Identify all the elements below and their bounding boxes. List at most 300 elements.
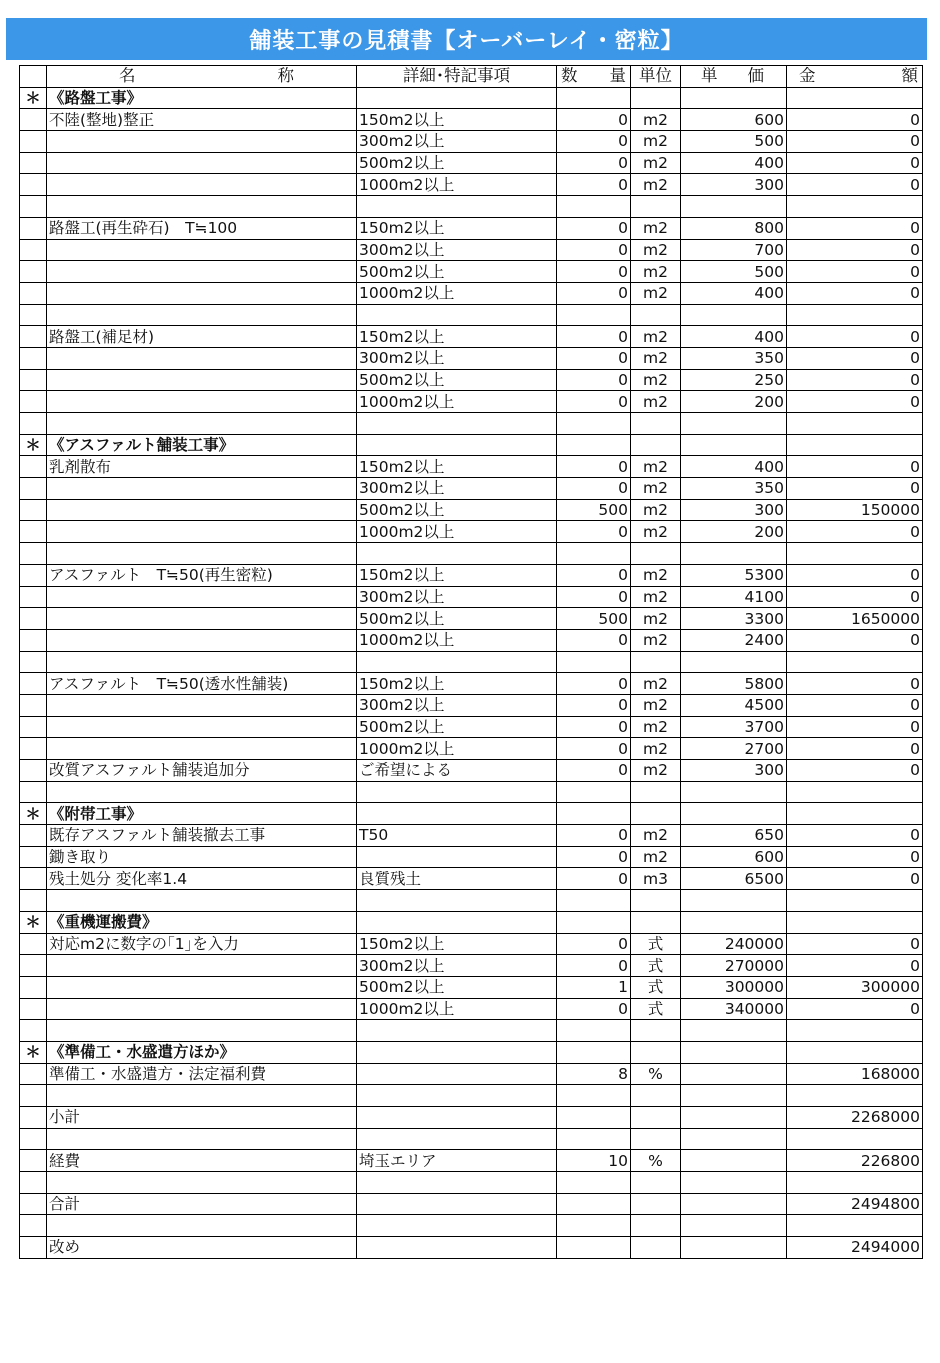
row-mark	[20, 1107, 47, 1129]
item-detail: 500m2以上	[357, 608, 557, 630]
row-mark: ＊	[20, 87, 47, 109]
item-quantity	[557, 196, 631, 218]
item-unit: m2	[631, 738, 681, 760]
item-quantity	[557, 781, 631, 803]
item-quantity: 0	[557, 347, 631, 369]
item-quantity: 1	[557, 976, 631, 998]
row-mark	[20, 846, 47, 868]
item-unit: m2	[631, 282, 681, 304]
table-row	[20, 716, 923, 738]
table-row	[20, 521, 923, 543]
item-unit-price: 400	[681, 282, 787, 304]
item-name: 合計	[47, 1193, 357, 1215]
item-unit-price	[681, 781, 787, 803]
table-row	[20, 131, 923, 153]
item-unit: m2	[631, 217, 681, 239]
item-amount	[787, 781, 923, 803]
item-quantity	[557, 87, 631, 109]
item-amount: 0	[787, 716, 923, 738]
table-row	[20, 543, 923, 565]
item-unit-price: 400	[681, 456, 787, 478]
item-amount	[787, 1128, 923, 1150]
table-row	[20, 586, 923, 608]
item-unit	[631, 1215, 681, 1237]
item-amount: 300000	[787, 976, 923, 998]
item-name: 改質アスファルト舗装追加分	[47, 760, 357, 782]
item-detail: 1000m2以上	[357, 521, 557, 543]
item-name	[47, 1085, 357, 1107]
item-amount: 0	[787, 239, 923, 261]
item-amount: 0	[787, 738, 923, 760]
item-detail: 150m2以上	[357, 217, 557, 239]
header-quantity: 数 量	[557, 66, 631, 88]
item-detail	[357, 543, 557, 565]
item-name	[47, 738, 357, 760]
item-quantity: 0	[557, 152, 631, 174]
item-unit	[631, 413, 681, 435]
item-unit-price: 5300	[681, 564, 787, 586]
item-amount: 0	[787, 391, 923, 413]
row-mark	[20, 1020, 47, 1042]
item-quantity: 0	[557, 868, 631, 890]
item-unit: m2	[631, 456, 681, 478]
item-unit-price: 340000	[681, 998, 787, 1020]
item-name	[47, 1215, 357, 1237]
item-unit	[631, 543, 681, 565]
item-unit-price: 300	[681, 174, 787, 196]
row-mark	[20, 955, 47, 977]
item-amount	[787, 543, 923, 565]
item-amount: 1650000	[787, 608, 923, 630]
item-quantity	[557, 890, 631, 912]
item-quantity: 0	[557, 586, 631, 608]
item-unit-price: 300	[681, 760, 787, 782]
table-row	[20, 1020, 923, 1042]
item-detail	[357, 911, 557, 933]
row-mark: ＊	[20, 911, 47, 933]
item-unit-price	[681, 413, 787, 435]
row-mark	[20, 456, 47, 478]
item-unit	[631, 196, 681, 218]
item-unit	[631, 1128, 681, 1150]
item-amount: 0	[787, 109, 923, 131]
item-unit-price: 700	[681, 239, 787, 261]
item-quantity: 0	[557, 694, 631, 716]
table-row	[20, 781, 923, 803]
row-mark	[20, 239, 47, 261]
item-unit: m2	[631, 326, 681, 348]
row-mark	[20, 694, 47, 716]
item-name	[47, 1172, 357, 1194]
item-unit: %	[631, 1063, 681, 1085]
row-mark	[20, 261, 47, 283]
row-mark	[20, 998, 47, 1020]
item-amount: 0	[787, 933, 923, 955]
item-quantity: 0	[557, 521, 631, 543]
item-unit: m2	[631, 369, 681, 391]
row-mark	[20, 781, 47, 803]
table-row	[20, 933, 923, 955]
item-amount: 0	[787, 217, 923, 239]
item-unit: m2	[631, 694, 681, 716]
item-amount: 0	[787, 673, 923, 695]
item-quantity	[557, 1085, 631, 1107]
item-detail	[357, 1107, 557, 1129]
row-mark	[20, 196, 47, 218]
table-row	[20, 282, 923, 304]
row-mark	[20, 1063, 47, 1085]
item-detail	[357, 1237, 557, 1259]
item-amount: 2268000	[787, 1107, 923, 1129]
item-name: 鋤き取り	[47, 846, 357, 868]
item-unit-price	[681, 87, 787, 109]
item-quantity: 0	[557, 239, 631, 261]
item-amount	[787, 651, 923, 673]
item-amount: 168000	[787, 1063, 923, 1085]
item-detail: 150m2以上	[357, 456, 557, 478]
item-quantity: 500	[557, 499, 631, 521]
item-quantity: 0	[557, 998, 631, 1020]
item-name: 路盤工(再生砕石) T≒100	[47, 217, 357, 239]
item-detail: 300m2以上	[357, 694, 557, 716]
item-amount: 226800	[787, 1150, 923, 1172]
item-name	[47, 543, 357, 565]
row-mark	[20, 326, 47, 348]
item-detail: T50	[357, 825, 557, 847]
item-amount: 0	[787, 152, 923, 174]
item-unit-price	[681, 304, 787, 326]
row-mark: ＊	[20, 434, 47, 456]
item-unit: m2	[631, 760, 681, 782]
item-name: 経費	[47, 1150, 357, 1172]
item-detail: 1000m2以上	[357, 629, 557, 651]
item-unit	[631, 304, 681, 326]
row-mark	[20, 760, 47, 782]
table-row	[20, 347, 923, 369]
item-name	[47, 521, 357, 543]
item-name	[47, 629, 357, 651]
item-amount: 0	[787, 629, 923, 651]
item-unit-price	[681, 1193, 787, 1215]
item-unit: m3	[631, 868, 681, 890]
table-row	[20, 304, 923, 326]
table-row	[20, 391, 923, 413]
item-unit	[631, 1041, 681, 1063]
item-unit: m2	[631, 521, 681, 543]
item-detail: 300m2以上	[357, 478, 557, 500]
item-unit: m2	[631, 716, 681, 738]
item-name	[47, 282, 357, 304]
item-detail	[357, 1193, 557, 1215]
item-detail: 150m2以上	[357, 326, 557, 348]
table-row	[20, 174, 923, 196]
item-detail: 150m2以上	[357, 933, 557, 955]
item-name	[47, 347, 357, 369]
section-title: 《準備工・水盛遣方ほか》	[47, 1041, 357, 1063]
item-unit-price: 2700	[681, 738, 787, 760]
estimate-table	[19, 65, 923, 1259]
item-name	[47, 478, 357, 500]
row-mark	[20, 217, 47, 239]
table-row	[20, 1237, 923, 1259]
row-mark	[20, 304, 47, 326]
item-amount: 0	[787, 846, 923, 868]
item-name	[47, 976, 357, 998]
item-unit-price	[681, 803, 787, 825]
table-row	[20, 326, 923, 348]
item-amount	[787, 434, 923, 456]
item-quantity	[557, 543, 631, 565]
item-detail: 1000m2以上	[357, 174, 557, 196]
table-row	[20, 1085, 923, 1107]
item-quantity	[557, 911, 631, 933]
item-name: アスファルト T≒50(再生密粒)	[47, 564, 357, 586]
row-mark: ＊	[20, 1041, 47, 1063]
item-quantity: 0	[557, 456, 631, 478]
table-row	[20, 1107, 923, 1129]
item-quantity: 0	[557, 217, 631, 239]
item-quantity: 0	[557, 825, 631, 847]
item-detail: 良質残土	[357, 868, 557, 890]
item-unit-price: 2400	[681, 629, 787, 651]
item-unit	[631, 1193, 681, 1215]
table-row	[20, 1063, 923, 1085]
item-unit-price: 400	[681, 152, 787, 174]
item-unit-price: 200	[681, 521, 787, 543]
item-unit: m2	[631, 152, 681, 174]
item-amount	[787, 1215, 923, 1237]
item-amount: 0	[787, 825, 923, 847]
header-name: 名 称	[47, 66, 357, 88]
item-name: 乳剤散布	[47, 456, 357, 478]
item-quantity	[557, 1215, 631, 1237]
item-quantity: 0	[557, 478, 631, 500]
item-detail: 1000m2以上	[357, 282, 557, 304]
item-detail	[357, 1215, 557, 1237]
section-row	[20, 434, 923, 456]
item-unit	[631, 781, 681, 803]
item-unit: m2	[631, 673, 681, 695]
item-detail	[357, 890, 557, 912]
item-detail: 300m2以上	[357, 239, 557, 261]
item-name	[47, 1128, 357, 1150]
item-unit-price	[681, 1237, 787, 1259]
item-name	[47, 174, 357, 196]
item-detail: 500m2以上	[357, 976, 557, 998]
item-name: 既存アスファルト舗装撤去工事	[47, 825, 357, 847]
item-name	[47, 890, 357, 912]
row-mark	[20, 586, 47, 608]
row-mark	[20, 933, 47, 955]
item-name	[47, 608, 357, 630]
item-name	[47, 955, 357, 977]
item-name	[47, 304, 357, 326]
item-unit-price	[681, 1150, 787, 1172]
table-row	[20, 369, 923, 391]
item-quantity	[557, 1193, 631, 1215]
row-mark	[20, 413, 47, 435]
item-unit-price	[681, 1085, 787, 1107]
item-detail	[357, 196, 557, 218]
header-price: 単 価	[681, 66, 787, 88]
item-detail	[357, 304, 557, 326]
item-amount: 150000	[787, 499, 923, 521]
item-quantity: 0	[557, 391, 631, 413]
item-unit	[631, 1085, 681, 1107]
item-unit: m2	[631, 239, 681, 261]
item-detail	[357, 1020, 557, 1042]
item-unit	[631, 1107, 681, 1129]
item-detail: 1000m2以上	[357, 738, 557, 760]
item-name	[47, 413, 357, 435]
item-detail	[357, 1085, 557, 1107]
row-mark	[20, 716, 47, 738]
item-unit-price	[681, 1063, 787, 1085]
item-unit: m2	[631, 629, 681, 651]
item-detail	[357, 87, 557, 109]
item-quantity	[557, 1172, 631, 1194]
item-unit-price	[681, 1041, 787, 1063]
item-unit: m2	[631, 131, 681, 153]
item-unit-price	[681, 1172, 787, 1194]
item-amount: 0	[787, 564, 923, 586]
item-name	[47, 716, 357, 738]
item-unit-price	[681, 1020, 787, 1042]
item-amount: 0	[787, 282, 923, 304]
table-row	[20, 456, 923, 478]
item-quantity	[557, 1041, 631, 1063]
item-unit: 式	[631, 933, 681, 955]
item-quantity: 0	[557, 109, 631, 131]
item-unit-price: 240000	[681, 933, 787, 955]
item-amount: 0	[787, 694, 923, 716]
table-row	[20, 608, 923, 630]
item-detail: ご希望による	[357, 760, 557, 782]
row-mark	[20, 564, 47, 586]
item-quantity: 0	[557, 174, 631, 196]
item-unit-price: 300000	[681, 976, 787, 998]
item-unit: m2	[631, 109, 681, 131]
item-quantity: 0	[557, 282, 631, 304]
item-detail: 150m2以上	[357, 564, 557, 586]
item-amount: 0	[787, 456, 923, 478]
row-mark	[20, 347, 47, 369]
item-quantity	[557, 434, 631, 456]
item-unit: m2	[631, 825, 681, 847]
item-unit-price	[681, 196, 787, 218]
item-unit-price: 350	[681, 347, 787, 369]
section-title: 《アスファルト舗装工事》	[47, 434, 357, 456]
table-row	[20, 1172, 923, 1194]
table-row	[20, 738, 923, 760]
item-unit-price: 500	[681, 261, 787, 283]
item-unit: 式	[631, 976, 681, 998]
item-unit-price	[681, 911, 787, 933]
item-name	[47, 239, 357, 261]
item-quantity: 0	[557, 933, 631, 955]
item-unit: m2	[631, 846, 681, 868]
section-row	[20, 911, 923, 933]
item-unit-price: 250	[681, 369, 787, 391]
row-mark	[20, 543, 47, 565]
item-detail: 500m2以上	[357, 261, 557, 283]
item-name: 路盤工(補足材)	[47, 326, 357, 348]
item-unit-price	[681, 543, 787, 565]
row-mark	[20, 109, 47, 131]
item-detail: 300m2以上	[357, 347, 557, 369]
item-quantity	[557, 304, 631, 326]
item-amount: 2494800	[787, 1193, 923, 1215]
item-detail: 埼玉エリア	[357, 1150, 557, 1172]
item-detail	[357, 1172, 557, 1194]
table-row	[20, 825, 923, 847]
item-unit: m2	[631, 391, 681, 413]
table-row	[20, 261, 923, 283]
item-quantity: 0	[557, 716, 631, 738]
item-amount: 0	[787, 998, 923, 1020]
item-quantity	[557, 413, 631, 435]
item-unit-price: 6500	[681, 868, 787, 890]
item-name	[47, 391, 357, 413]
header-row	[20, 66, 923, 88]
row-mark	[20, 976, 47, 998]
item-amount: 2494000	[787, 1237, 923, 1259]
item-unit-price: 500	[681, 131, 787, 153]
item-detail	[357, 1041, 557, 1063]
item-name: 残土処分 変化率1.4	[47, 868, 357, 890]
item-amount	[787, 890, 923, 912]
item-amount	[787, 1085, 923, 1107]
item-unit-price	[681, 890, 787, 912]
header-unit: 単位	[631, 66, 681, 88]
row-mark	[20, 890, 47, 912]
item-quantity	[557, 1020, 631, 1042]
item-unit: m2	[631, 347, 681, 369]
item-name	[47, 998, 357, 1020]
table-row	[20, 629, 923, 651]
item-unit-price: 650	[681, 825, 787, 847]
item-unit-price	[681, 1107, 787, 1129]
page-title: 舗装工事の見積書【オーバーレイ・密粒】	[6, 18, 927, 60]
item-amount	[787, 413, 923, 435]
item-quantity: 0	[557, 846, 631, 868]
item-unit-price: 4100	[681, 586, 787, 608]
item-unit	[631, 1237, 681, 1259]
item-quantity: 0	[557, 738, 631, 760]
item-name: 小計	[47, 1107, 357, 1129]
item-detail	[357, 651, 557, 673]
item-amount	[787, 1020, 923, 1042]
item-unit-price: 5800	[681, 673, 787, 695]
item-detail: 150m2以上	[357, 109, 557, 131]
item-amount	[787, 304, 923, 326]
row-mark	[20, 1193, 47, 1215]
item-quantity: 8	[557, 1063, 631, 1085]
row-mark	[20, 1215, 47, 1237]
item-detail: 500m2以上	[357, 369, 557, 391]
item-quantity: 0	[557, 326, 631, 348]
table-row	[20, 564, 923, 586]
item-name	[47, 781, 357, 803]
item-unit	[631, 890, 681, 912]
table-row	[20, 1150, 923, 1172]
item-quantity: 0	[557, 131, 631, 153]
row-mark: ＊	[20, 803, 47, 825]
item-detail: 1000m2以上	[357, 998, 557, 1020]
item-amount	[787, 196, 923, 218]
row-mark	[20, 152, 47, 174]
section-title: 《附帯工事》	[47, 803, 357, 825]
